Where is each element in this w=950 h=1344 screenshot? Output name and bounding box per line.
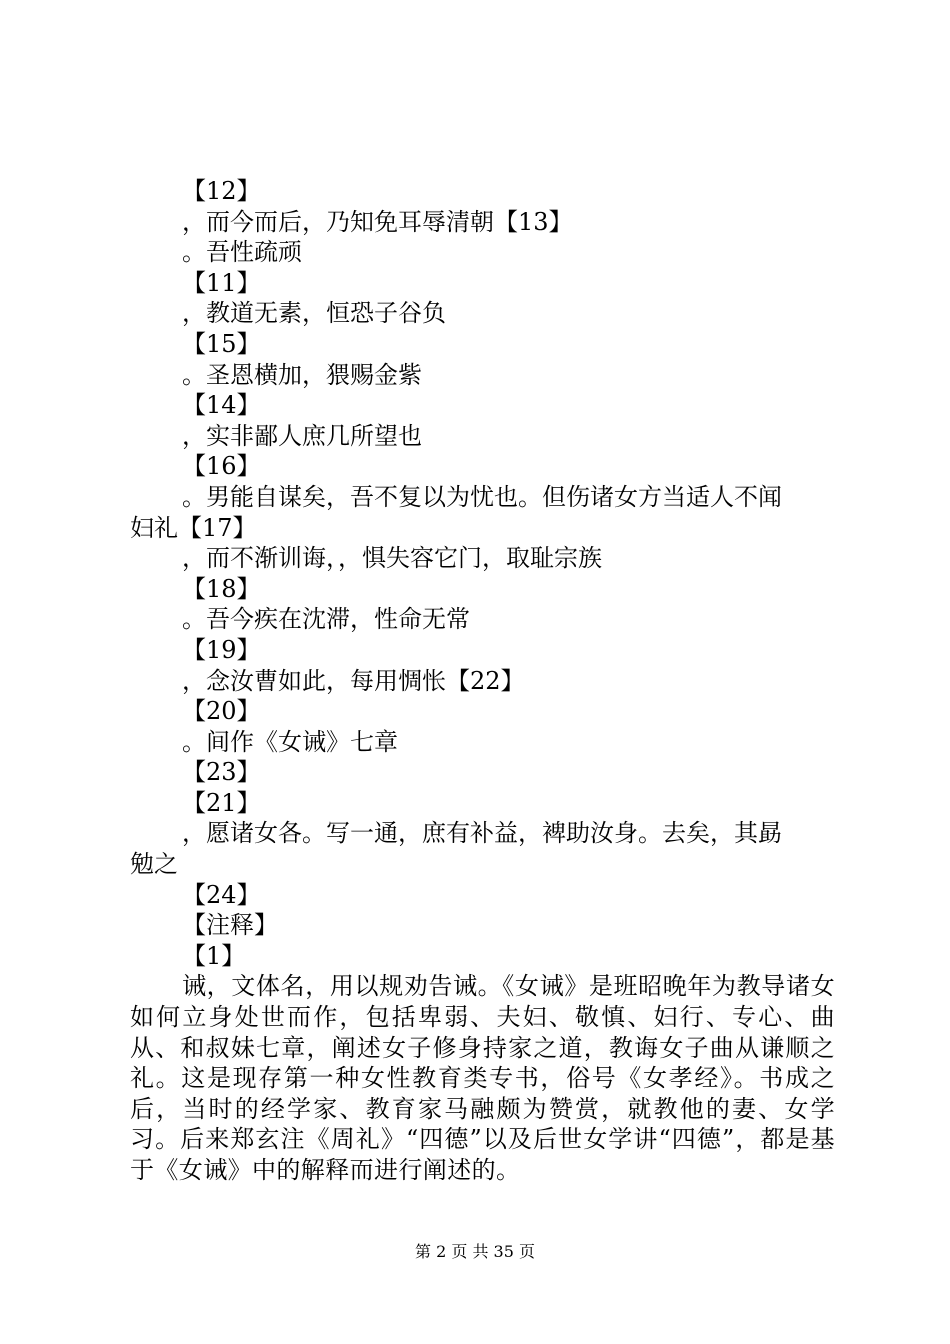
text-line: 。圣恩横加，猥赐金紫 bbox=[182, 360, 422, 389]
text-line: 妇礼【17】 bbox=[130, 513, 257, 542]
text-line: ，而今而后，乃知免耳辱清朝【13】 bbox=[182, 207, 573, 236]
text-line: 【24】 bbox=[182, 880, 261, 909]
text-line: 【23】 bbox=[182, 758, 261, 787]
text-line: 。间作《女诫》七章 bbox=[182, 727, 398, 756]
text-line: 【1】 bbox=[182, 941, 246, 970]
text-line: 。男能自谋矣，吾不复以为忧也。但伤诸女方当适人不闻 bbox=[182, 482, 782, 511]
text-line: 【21】 bbox=[182, 788, 261, 817]
text-line: 【20】 bbox=[182, 697, 261, 726]
text-line: 【15】 bbox=[182, 329, 261, 358]
text-line: ，而不渐训诲，，惧失容它门，取耻宗族 bbox=[182, 544, 602, 573]
annotation-heading: 【注释】 bbox=[182, 911, 278, 940]
page-footer: 第 2 页 共 35 页 bbox=[415, 1242, 535, 1261]
text-line: 【14】 bbox=[182, 391, 261, 420]
text-line: 。吾今疾在沈滞，性命无常 bbox=[182, 605, 470, 634]
text-line: ，教道无素，恒恐子谷负 bbox=[182, 299, 446, 328]
text-line: ，愿诸女各。写一通，庶有补益，裨助汝身。去矣，其勗 bbox=[182, 819, 782, 848]
text-line: 【16】 bbox=[182, 452, 261, 481]
text-line: 。吾性疏顽 bbox=[182, 238, 302, 267]
text-line: 勉之 bbox=[130, 850, 178, 879]
text-line: ，实非鄙人庶几所望也 bbox=[182, 421, 422, 450]
text-line: 【11】 bbox=[182, 268, 261, 297]
text-line: 【18】 bbox=[182, 574, 261, 603]
annotation-paragraph: 诫，文体名，用以规劝告诫。《女诫》是班昭晚年为教导诸女如何立身处世而作，包括卑弱、夫妇、敬慎、妇行、专心、曲从、和叔妹七章，阐述女子修身持家之道，教诲女子曲从谦顺之礼。这是现存第一种女性教育类专书，俗号《女孝经》。书成之后，当时的经学家、教育家马融颇为赞赏，就教他的妻、女学习。后来郑玄注《周礼》“四德”以及后世女学讲“四德”，都是基于《女诫》中的解释而进行阐述的。 bbox=[130, 972, 835, 1184]
text-line: 【19】 bbox=[182, 635, 261, 664]
text-line: ，念汝曹如此，每用惆怅【22】 bbox=[182, 666, 525, 695]
body-text bbox=[130, 176, 835, 1186]
text-line: 【12】 bbox=[182, 177, 261, 205]
